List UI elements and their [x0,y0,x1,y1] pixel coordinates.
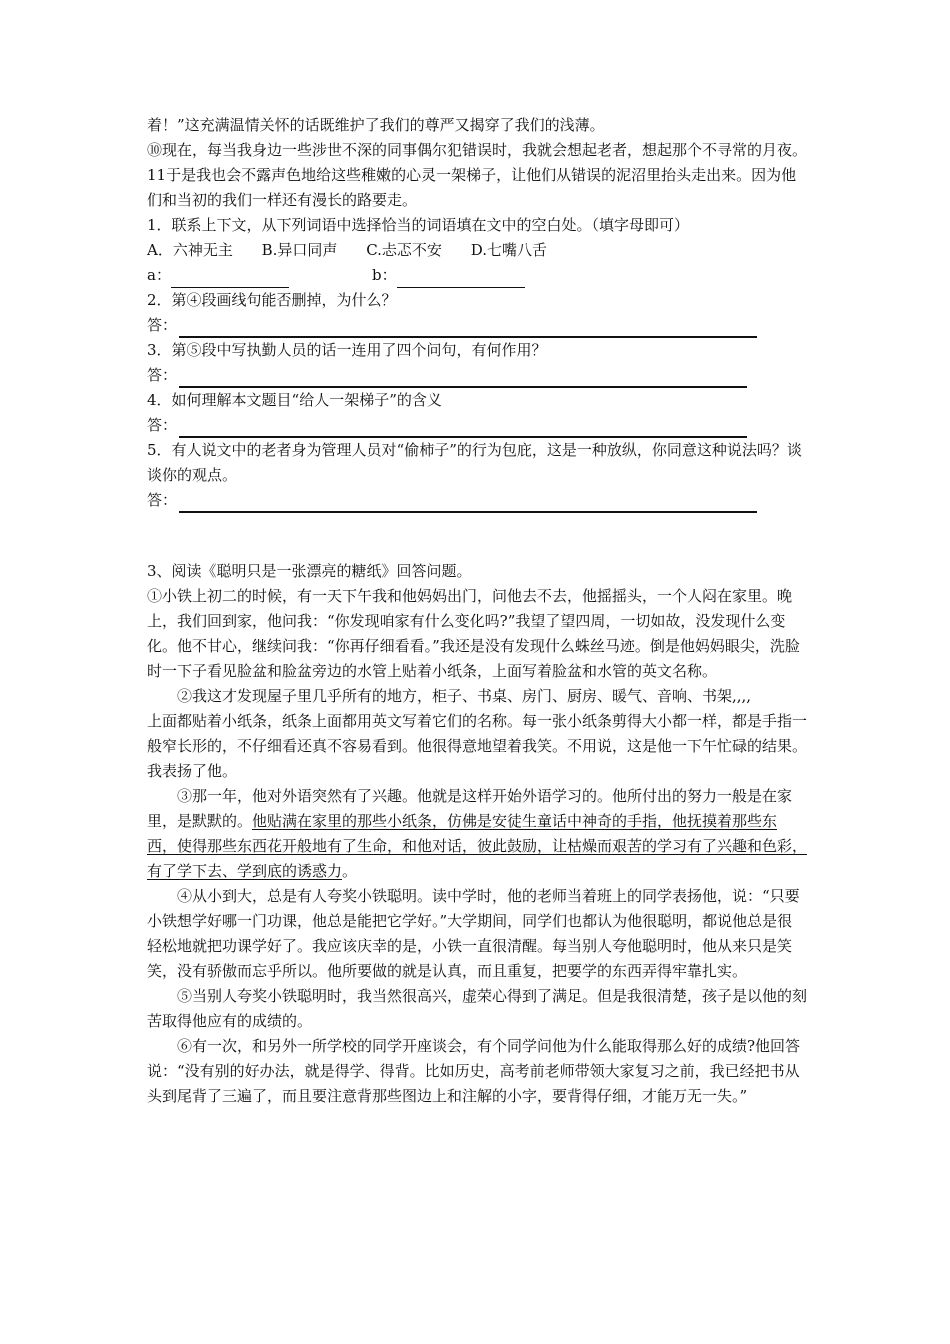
essay-paragraph-6: ⑥有一次，和另外一所学校的同学开座谈会，有个同学问他为什么能取得那么好的成绩?他回答说：“没有别的好办法，就是得学、得背。比如历史，高考前老师带领大家复习之前，我已经把书从头到尾背了三遍了，而且要注意背那些图边上和注解的小字，要背得仔细，才能万无一失。” [147,1037,801,1105]
answer-row-2 [147,313,807,338]
answer-label: 答： [147,491,178,509]
essay-paragraph-3 [147,784,807,884]
essay-paragraph-2-start: ②我这才发现屋子里几乎所有的地方，柜子、书桌、房门、厨房、暖气、音响、书架,,,, [177,687,752,705]
section-gap [147,513,807,559]
answer-row-4 [147,413,807,438]
answer-label: 答： [147,366,178,384]
answer-line-2[interactable] [179,318,757,338]
answer-label: 答： [147,316,178,334]
essay-paragraph-5: ⑤当别人夸奖小铁聪明时，我当然很高兴，虚荣心得到了满足。但是我很清楚，孩子是以他的刻苦取得他应有的成绩的。 [147,987,808,1030]
question-3: 3．第⑤段中写执勤人员的话一连用了四个问句，有何作用？ [147,341,547,359]
answer-line-5[interactable] [179,493,757,513]
option-c: C.忐忑不安 [366,241,442,259]
essay-paragraph-4: ④从小到大，总是有人夸奖小铁聪明。读中学时，他的老师当着班上的同学表扬他，说：“只要小铁想学好哪一门功课，他总是能把它学好。”大学期间，同学们也都认为他很聪明，都说他总是很轻松地就把功课学好了。我应该庆幸的是，小铁一直很清醒。每当别人夸他聪明时，他从来只是笑笑，没有骄傲而忘乎所以。他所要做的就是认真，而且重复，把要学的东西弄得牢靠扎实。 [147,887,800,980]
blank-b-label: b： [372,266,397,284]
answer-line-3[interactable] [179,368,747,388]
option-d: D.七嘴八舌 [470,241,547,259]
question-5: 5．有人说文中的老者身为管理人员对“偷柿子”的行为包庇，这是一种放纵，你同意这种说法吗？谈谈你的观点。 [147,441,802,484]
answer-row-3 [147,363,807,388]
question-1: 1．联系上下文，从下列词语中选择恰当的词语填在文中的空白处。（填字母即可） [147,216,690,234]
option-a: A．六神无主 [147,241,233,259]
passage-paragraph-10: ⑩现在，每当我身边一些涉世不深的同事偶尔犯错误时，我就会想起老者，想起那个不寻常的月夜。 [147,141,808,159]
question-1-options [147,238,807,263]
underlined-sentence: 他贴满在家里的那些小纸条，仿佛是安徒生童话中神奇的手指，他抚摸着那些东西，使得那些东西花开般地有了生命，和他对话，彼此鼓励，让枯燥而艰苦的学习有了兴趣和色彩，有了学下去、学到底的诱惑力 [147,812,808,880]
section-3-intro: 3、阅读《聪明只是一张漂亮的糖纸》回答问题。 [147,562,472,580]
essay-paragraph-2-cont: 上面都贴着小纸条，纸条上面都用英文写着它们的名称。每一张小纸条剪得大小都一样，都是手指一般窄长形的，不仔细看还真不容易看到。他很得意地望着我笑。不用说，这是他一下午忙碌的结果。我表扬了他。 [147,712,808,780]
answer-row-5 [147,488,807,513]
paragraph-3-text: ③那一年，他对外语突然有了兴趣。他就是这样开始外语学习的。他所付出的努力一般是在家里，是默默的。 [147,787,793,830]
paragraph-3-end: 。 [342,862,358,880]
question-4: 4．如何理解本文题目“给人一架梯子”的含义 [147,391,442,409]
answer-line-4[interactable] [179,418,747,438]
document-page [147,113,807,1109]
question-2: 2．第④段画线句能否删掉，为什么？ [147,291,397,309]
passage-paragraph-11: 11于是我也会不露声色地给这些稚嫩的心灵一架梯子，让他们从错误的泥沼里抬头走出来。因为他们和当初的我们一样还有漫长的路要走。 [147,166,797,209]
question-1-blanks [147,263,807,288]
answer-label: 答： [147,416,178,434]
essay-paragraph-1: ①小铁上初二的时候，有一天下午我和他妈妈出门，问他去不去，他摇摇头，一个人闷在家里。晚上，我们回到家，他问我：“你发现咱家有什么变化吗?”我望了望四周，一切如故，没发现什么变化。他不甘心，继续问我：“你再仔细看看。”我还是没有发现什么蛛丝马迹。倒是他妈妈眼尖，洗脸时一下子看见脸盆和脸盆旁边的水管上贴着小纸条，上面写着脸盆和水管的英文名称。 [147,587,800,680]
blank-a-label: a： [147,266,171,284]
passage-paragraph-9-end: 着！”这充满温情关怀的话既维护了我们的尊严又揭穿了我们的浅薄。 [147,116,605,134]
option-b: B.异口同声 [261,241,338,259]
blank-b-line[interactable] [397,269,525,288]
blank-a-line[interactable] [171,269,289,288]
